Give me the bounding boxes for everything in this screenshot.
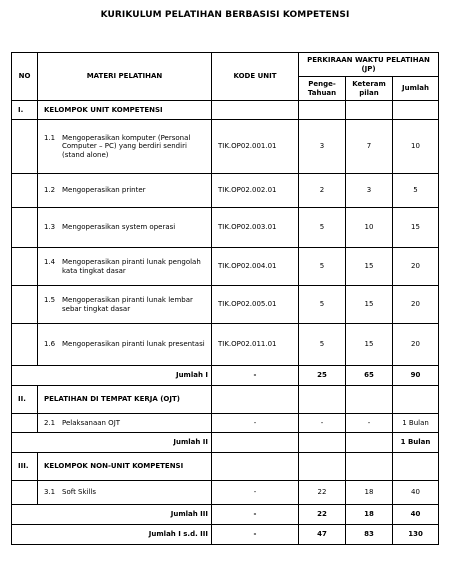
item-pengetahuan: 5 (299, 208, 346, 248)
subtotal-label: Jumlah I (12, 366, 212, 386)
empty-cell (299, 386, 346, 414)
subtotal-kode: - (212, 505, 299, 525)
empty-cell (12, 414, 38, 433)
grand-total-keterampilan: 83 (346, 525, 393, 545)
table-row (12, 208, 439, 248)
empty-cell (346, 386, 393, 414)
item-pengetahuan: 5 (299, 286, 346, 324)
item-number: 1.6 (44, 340, 56, 349)
subtotal-row (12, 505, 439, 525)
subtotal-jumlah: 90 (393, 366, 439, 386)
item-keterampilan: 18 (346, 481, 393, 505)
item-materi: Pelaksanaan OJT (62, 418, 121, 427)
item-keterampilan: - (346, 414, 393, 433)
empty-cell (12, 174, 38, 208)
empty-cell (212, 433, 299, 453)
grand-total-row (12, 525, 439, 545)
item-materi: Mengoperasikan komputer (Personal Computer – PC) yang berdiri sendiri (stand alone) (62, 134, 191, 159)
empty-cell (393, 101, 439, 120)
item-kode: TIK.OP02.005.01 (212, 286, 299, 324)
empty-cell (212, 101, 299, 120)
item-keterampilan: 10 (346, 208, 393, 248)
header-pengetahuan: Penge-Tahuan (299, 77, 346, 101)
subtotal-label: Jumlah II (12, 433, 212, 453)
item-materi: Mengoperasikan piranti lunak lembar sebar tingkat dasar (62, 296, 193, 313)
section-number: II. (12, 386, 38, 414)
subtotal-jumlah: 1 Bulan (393, 433, 439, 453)
item-number: 1.1 (44, 134, 56, 143)
item-keterampilan: 15 (346, 324, 393, 366)
section-number: I. (12, 101, 38, 120)
section-title: PELATIHAN DI TEMPAT KERJA (OJT) (38, 386, 212, 414)
grand-total-label: Jumlah I s.d. III (12, 525, 212, 545)
item-pengetahuan: - (299, 414, 346, 433)
subtotal-jumlah: 40 (393, 505, 439, 525)
curriculum-table (11, 52, 439, 545)
item-keterampilan: 15 (346, 248, 393, 286)
empty-cell (212, 386, 299, 414)
section-title: KELOMPOK UNIT KOMPETENSI (38, 101, 212, 120)
header-materi: MATERI PELATIHAN (38, 53, 212, 101)
empty-cell (12, 208, 38, 248)
subtotal-row (12, 433, 439, 453)
section-title: KELOMPOK NON-UNIT KOMPETENSI (38, 453, 212, 481)
header-jumlah: Jumlah (393, 77, 439, 101)
item-kode: TIK.OP02.003.01 (212, 208, 299, 248)
item-pengetahuan: 5 (299, 324, 346, 366)
materi-cell (38, 324, 212, 366)
empty-cell (346, 101, 393, 120)
subtotal-pengetahuan: 25 (299, 366, 346, 386)
empty-cell (299, 453, 346, 481)
empty-cell (393, 453, 439, 481)
item-kode: TIK.OP02.004.01 (212, 248, 299, 286)
empty-cell (12, 120, 38, 174)
materi-cell (38, 174, 212, 208)
table-row (12, 324, 439, 366)
item-kode: - (212, 481, 299, 505)
item-materi: Mengoperasikan piranti lunak presentasi (62, 340, 205, 349)
section-row (12, 386, 439, 414)
item-materi: Mengoperasikan system operasi (62, 223, 176, 232)
table-row (12, 120, 439, 174)
item-jumlah: 20 (393, 248, 439, 286)
materi-cell (38, 248, 212, 286)
subtotal-keterampilan: 65 (346, 366, 393, 386)
table-row (12, 481, 439, 505)
item-pengetahuan: 22 (299, 481, 346, 505)
item-jumlah: 40 (393, 481, 439, 505)
empty-cell (12, 481, 38, 505)
empty-cell (346, 433, 393, 453)
subtotal-keterampilan: 18 (346, 505, 393, 525)
table-row (12, 174, 439, 208)
section-row (12, 453, 439, 481)
item-number: 3.1 (44, 488, 56, 497)
item-kode: TIK.OP02.001.01 (212, 120, 299, 174)
header-keterampilan: Keteram pilan (346, 77, 393, 101)
subtotal-kode: - (212, 366, 299, 386)
subtotal-row (12, 366, 439, 386)
grand-total-pengetahuan: 47 (299, 525, 346, 545)
item-pengetahuan: 3 (299, 120, 346, 174)
item-jumlah: 5 (393, 174, 439, 208)
grand-total-kode: - (212, 525, 299, 545)
item-kode: TIK.OP02.011.01 (212, 324, 299, 366)
materi-cell (38, 208, 212, 248)
item-jumlah: 15 (393, 208, 439, 248)
empty-cell (12, 248, 38, 286)
item-keterampilan: 7 (346, 120, 393, 174)
grand-total-jumlah: 130 (393, 525, 439, 545)
materi-cell (38, 481, 212, 505)
empty-cell (346, 453, 393, 481)
subtotal-label: Jumlah III (12, 505, 212, 525)
empty-cell (299, 101, 346, 120)
item-pengetahuan: 2 (299, 174, 346, 208)
item-pengetahuan: 5 (299, 248, 346, 286)
table-row (12, 248, 439, 286)
empty-cell (12, 324, 38, 366)
item-kode: - (212, 414, 299, 433)
item-materi: Soft Skills (62, 488, 97, 497)
materi-cell (38, 286, 212, 324)
materi-cell (38, 414, 212, 433)
header-row (12, 53, 439, 77)
item-keterampilan: 3 (346, 174, 393, 208)
item-number: 1.5 (44, 296, 56, 305)
item-materi: Mengoperasikan piranti lunak pengolah kata tingkat dasar (62, 258, 201, 275)
item-keterampilan: 15 (346, 286, 393, 324)
item-jumlah: 20 (393, 286, 439, 324)
page-title: KURIKULUM PELATIHAN BERBASISI KOMPETENSI (100, 10, 350, 20)
empty-cell (393, 386, 439, 414)
table-row (12, 414, 439, 433)
section-number: III. (12, 453, 38, 481)
table-row (12, 286, 439, 324)
subtotal-pengetahuan: 22 (299, 505, 346, 525)
header-perkiraan: PERKIRAAN WAKTU PELATIHAN (JP) (299, 53, 439, 77)
item-number: 1.4 (44, 258, 56, 267)
item-number: 2.1 (44, 418, 56, 427)
empty-cell (299, 433, 346, 453)
item-materi: Mengoperasikan printer (62, 186, 146, 195)
header-kode: KODE UNIT (212, 53, 299, 101)
item-number: 1.2 (44, 186, 56, 195)
section-row (12, 101, 439, 120)
item-kode: TIK.OP02.002.01 (212, 174, 299, 208)
item-jumlah: 1 Bulan (393, 414, 439, 433)
header-no: NO (12, 53, 38, 101)
item-number: 1.3 (44, 223, 56, 232)
empty-cell (12, 286, 38, 324)
item-jumlah: 20 (393, 324, 439, 366)
empty-cell (212, 453, 299, 481)
item-jumlah: 10 (393, 120, 439, 174)
materi-cell (38, 120, 212, 174)
